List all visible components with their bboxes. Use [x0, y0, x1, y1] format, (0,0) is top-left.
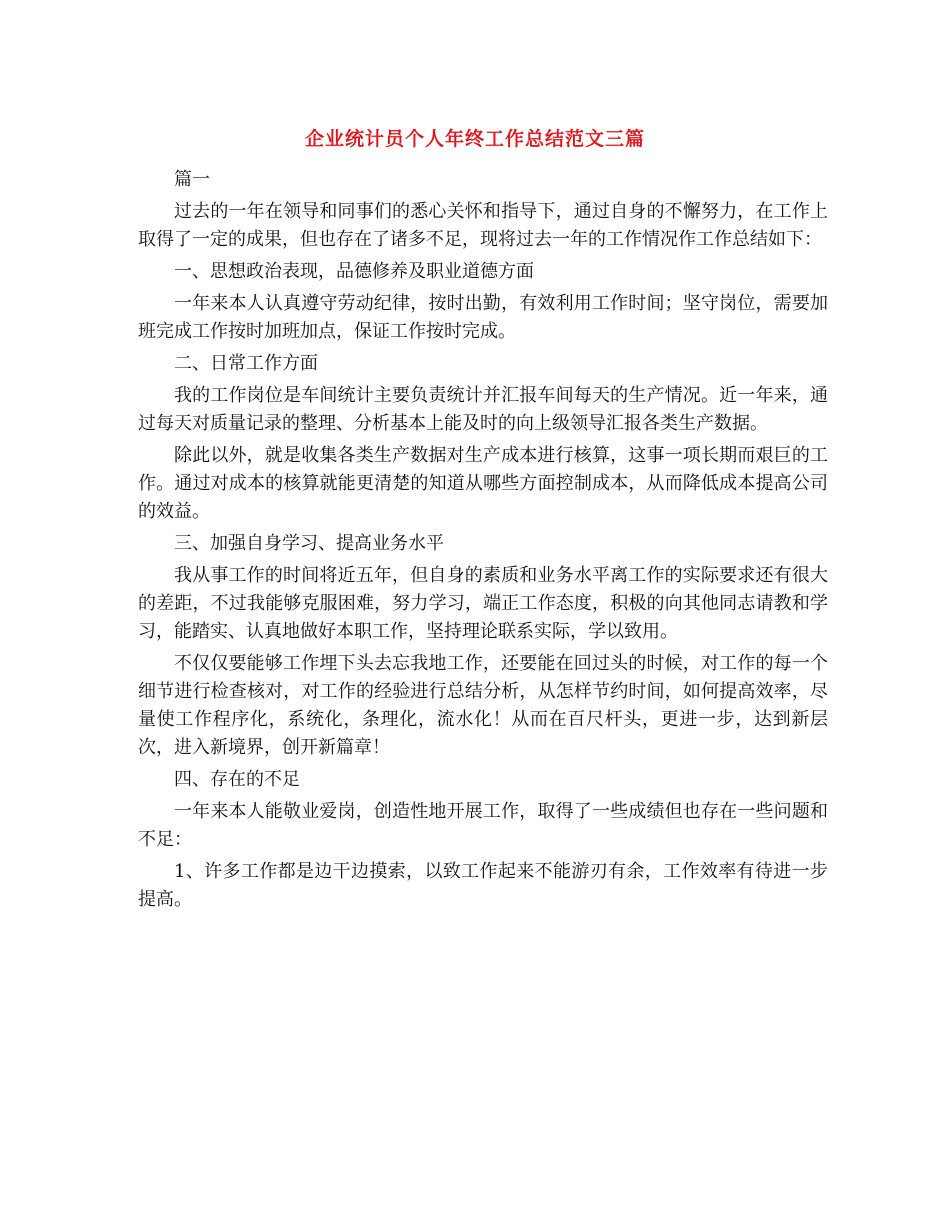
paragraph: 我的工作岗位是车间统计主要负责统计并汇报车间每天的生产情况。近一年来，通过每天对质量记录的整理、分析基本上能及时的向上级领导汇报各类生产数据。: [138, 385, 828, 434]
intro-paragraph: 过去的一年在领导和同事们的悉心关怀和指导下，通过自身的不懈努力，在工作上取得了一定的成果，但也存在了诸多不足，现将过去一年的工作情况作工作总结如下：: [138, 201, 828, 250]
paragraph: 除此以外，就是收集各类生产数据对生产成本进行核算，这事一项长期而艰巨的工作。通过对成本的核算就能更清楚的知道从哪些方面控制成本，从而降低成本提高公司的效益。: [138, 445, 828, 522]
paragraph: 我从事工作的时间将近五年，但自身的素质和业务水平离工作的实际要求还有很大的差距，不过我能够克服困难，努力学习，端正工作态度，积极的向其他同志请教和学习，能踏实、认真地做好本职工作，坚持理论联系实际，学以致用。: [138, 565, 828, 642]
section-label: 篇一: [174, 169, 210, 190]
heading-1: 一、思想政治表现，品德修养及职业道德方面: [174, 261, 534, 282]
document-body: [138, 166, 828, 918]
paragraph: 一年来本人能敬业爱岗，创造性地开展工作，取得了一些成绩但也存在一些问题和不足：: [138, 801, 828, 850]
paragraph: 一年来本人认真遵守劳动纪律，按时出勤，有效利用工作时间；坚守岗位，需要加班完成工作按时加班加点，保证工作按时完成。: [138, 293, 828, 342]
list-item: 1、许多工作都是边干边摸索，以致工作起来不能游刃有余，工作效率有待进一步提高。: [138, 861, 828, 910]
heading-4: 四、存在的不足: [174, 769, 300, 790]
heading-2: 二、日常工作方面: [174, 353, 318, 374]
document-title: 企业统计员个人年终工作总结范文三篇: [304, 128, 645, 150]
heading-3: 三、加强自身学习、提高业务水平: [174, 533, 444, 554]
paragraph: 不仅仅要能够工作埋下头去忘我地工作，还要能在回过头的时候，对工作的每一个细节进行检查核对，对工作的经验进行总结分析，从怎样节约时间，如何提高效率，尽量使工作程序化，系统化，条理化，流水化！从而在百尺杆头，更进一步，达到新层次，进入新境界，创开新篇章！: [138, 653, 828, 758]
